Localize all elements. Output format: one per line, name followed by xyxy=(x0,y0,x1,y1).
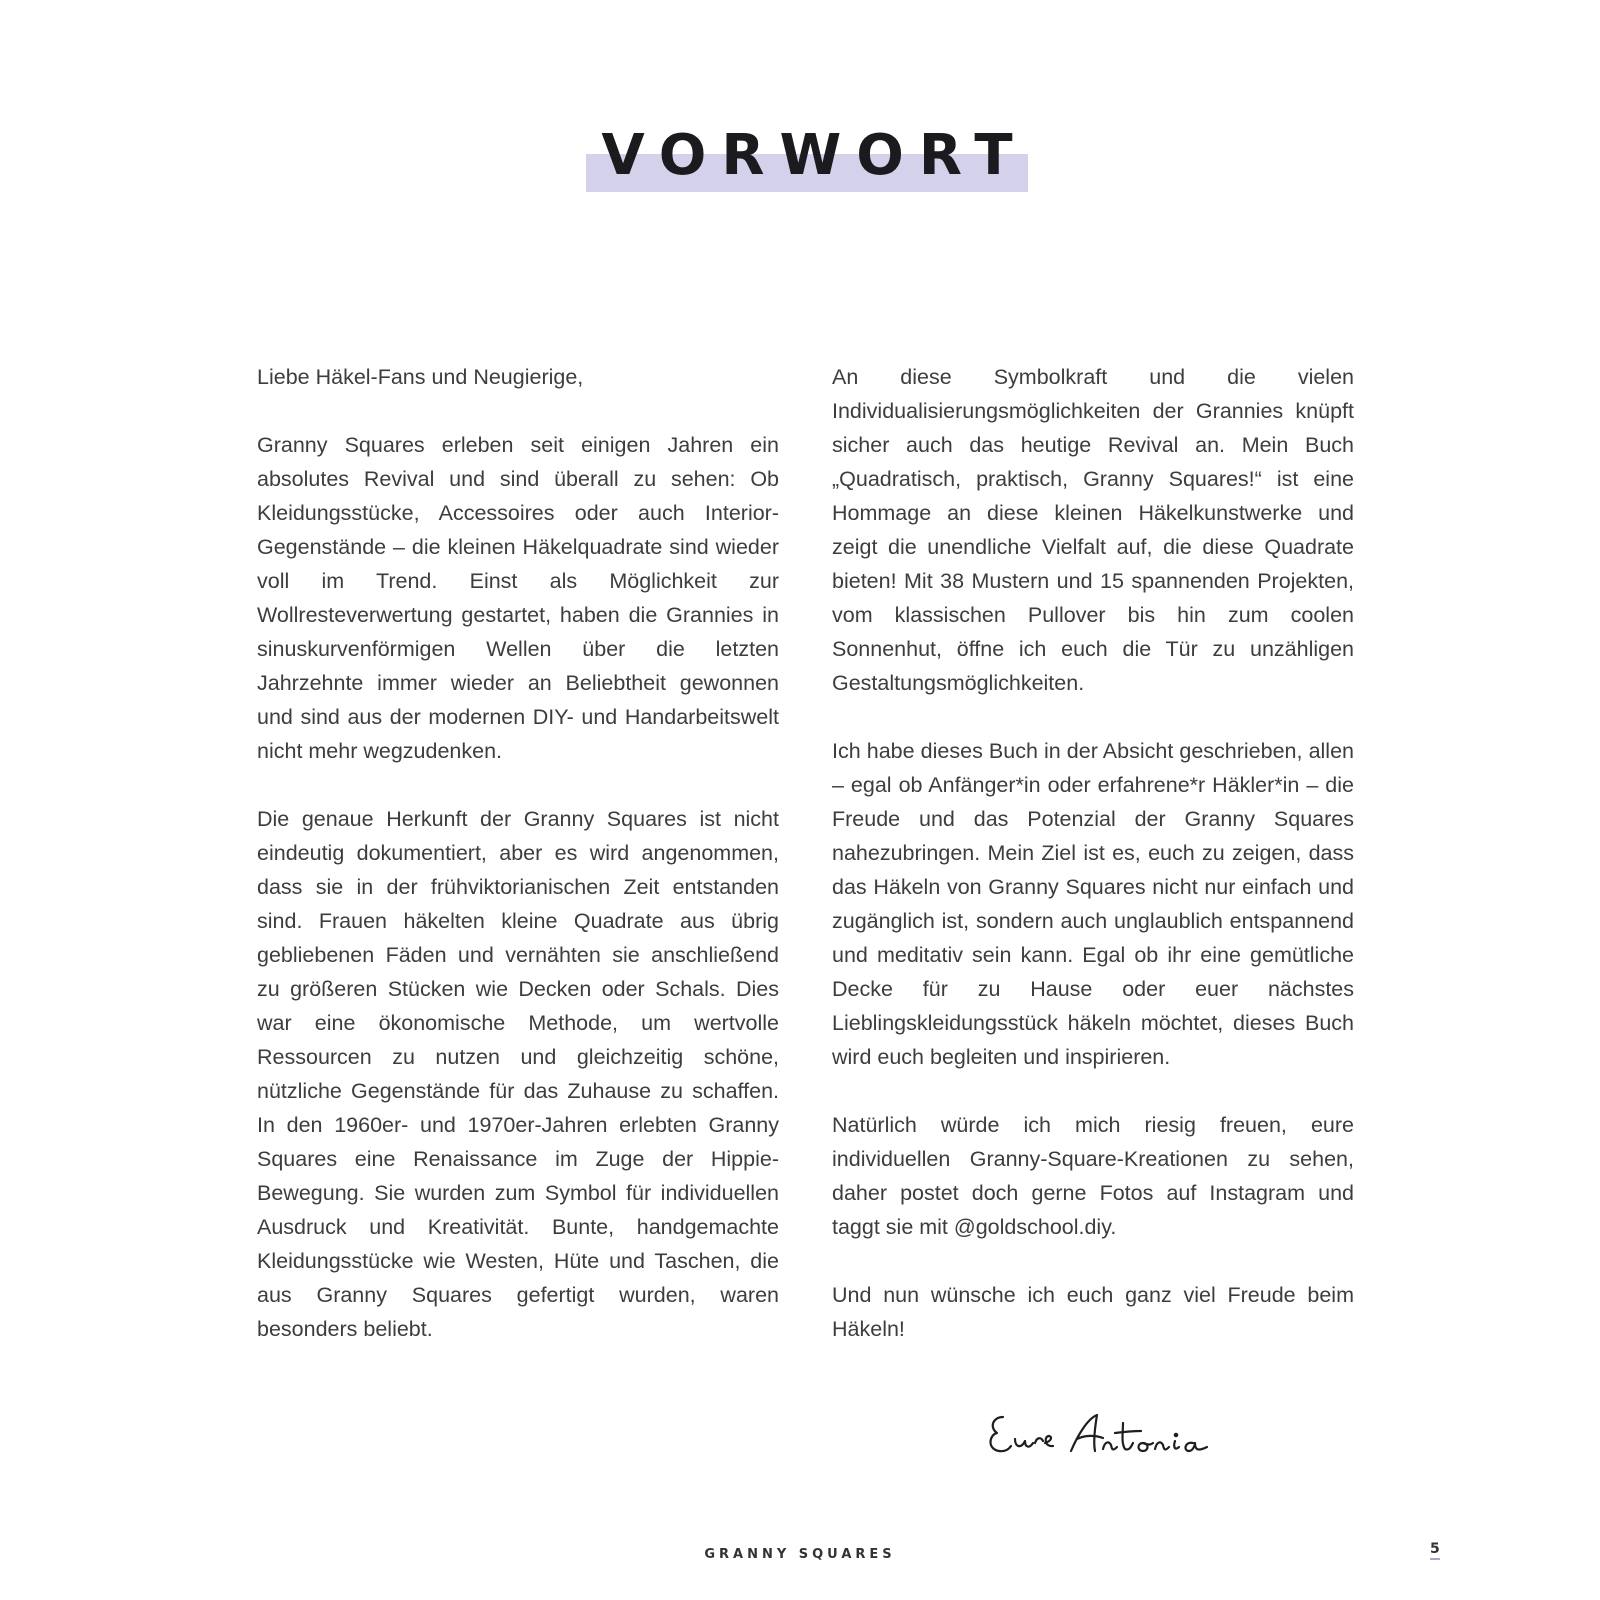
body-paragraph: An diese Symbolkraft und die vielen Individualisierungsmöglichkeiten der Grannies knüpft sicher auch das heutige Revival an. Mein Buch „Quadratisch, praktisch, Granny Squares!“ ist eine Hommage an diese kleinen Häkelkunstwerke und zeigt die unendliche Vielfalt auf, die diese Quadrate bieten! Mit 38 Mustern und 15 spannenden Projekten, vom klassischen Pullover bis hin zum coolen Sonnenhut, öffne ich euch die Tür zu unzähligen Gestaltungsmöglichkeiten. xyxy=(832,365,1354,695)
handwritten-signature xyxy=(985,1405,1225,1465)
title-block xyxy=(0,123,1600,188)
greeting-paragraph: Liebe Häkel-Fans und Neugierige, xyxy=(257,365,584,389)
right-column xyxy=(832,360,1354,1380)
closing-paragraph: Und nun wünsche ich euch ganz viel Freude beim Häkeln! xyxy=(832,1283,1354,1341)
body-paragraph: Die genaue Herkunft der Granny Squares ist nicht eindeutig dokumentiert, aber es wird angenommen, dass sie in der frühviktorianischen Zeit entstanden sind. Frauen häkelten kleine Quadrate aus übrig gebliebenen Fäden und vernähten sie anschließend zu größeren Stücken wie Decken oder Schals. Dies war eine ökonomische Methode, um wertvolle Ressourcen zu nutzen und gleichzeitig schöne, nützliche Gegenstände für das Zuhause zu schaffen. In den 1960er- und 1970er-Jahren erlebten Granny Squares eine Renaissance im Zuge der Hippie-Bewegung. Sie wurden zum Symbol für individuellen Ausdruck und Kreativität. Bunte, handgemachte Kleidungsstücke wie Westen, Hüte und Taschen, die aus Granny Squares gefertigt wurden, waren besonders beliebt. xyxy=(257,807,779,1341)
page-number: 5 xyxy=(1430,1541,1440,1560)
body-paragraph: Granny Squares erleben seit einigen Jahren ein absolutes Revival und sind überall zu sehen: Ob Kleidungsstücke, Accessoires oder auch Interior-Gegenstände – die kleinen Häkelquadrate sind wieder voll im Trend. Einst als Möglichkeit zur Wollresteverwertung gestartet, haben die Grannies in sinuskurvenförmigen Wellen über die letzten Jahrzehnte immer wieder an Beliebtheit gewonnen und sind aus der modernen DIY- und Handarbeitswelt nicht mehr wegzudenken. xyxy=(257,433,779,763)
body-paragraph: Ich habe dieses Buch in der Absicht geschrieben, allen – egal ob Anfänger*in oder erfahrene*r Häkler*in – die Freude und das Potenzial der Granny Squares nahezubringen. Mein Ziel ist es, euch zu zeigen, dass das Häkeln von Granny Squares nicht nur einfach und zugänglich ist, sondern auch unglaublich entspannend und meditativ sein kann. Egal ob ihr eine gemütliche Decke für zu Hause oder euer nächstes Lieblingskleidungsstück häkeln möchtet, dieses Buch wird euch begleiten und inspirieren. xyxy=(832,739,1354,1069)
page-title: VORWORT xyxy=(586,128,1027,184)
left-column xyxy=(257,360,779,1380)
body-paragraph: Natürlich würde ich mich riesig freuen, eure individuellen Granny-Square-Kreationen zu sehen, daher postet doch gerne Fotos auf Instagram und taggt sie mit @goldschool.diy. xyxy=(832,1113,1354,1239)
running-footer-title: GRANNY SQUARES xyxy=(704,1547,896,1562)
